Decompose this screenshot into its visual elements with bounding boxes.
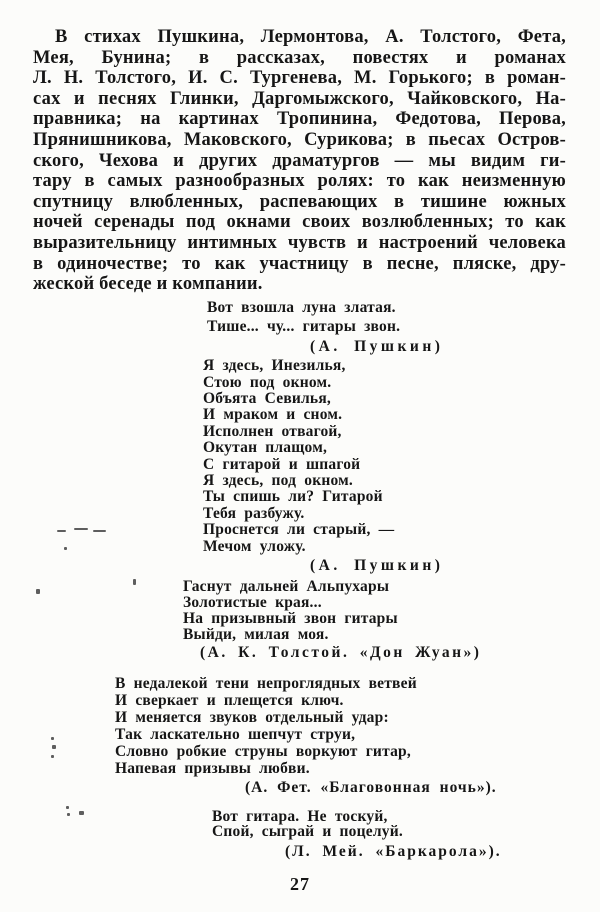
poem-line: Я здесь, под окном.: [203, 472, 354, 490]
poem-pushkin-2: [203, 358, 600, 574]
page-number: 27: [290, 873, 310, 894]
poem-line: Так ласкательно шепчут струи,: [115, 725, 356, 743]
scan-artifact: [93, 530, 106, 532]
paragraph-line: ночей серенады под окнами своих возлюбленных; то как: [33, 212, 566, 233]
poem-attribution: (А. Пушкин): [310, 557, 444, 575]
paragraph-line: Мея, Бунина; в рассказах, повестях и романах: [33, 47, 566, 68]
poem-attribution: (А. Фет. «Благовонная ночь»).: [245, 778, 497, 796]
poem-line: Тебя разбужу.: [203, 504, 305, 522]
poem-line: Золотистые края...: [183, 593, 322, 611]
poem-line: С гитарой и шпагой: [203, 455, 361, 473]
poem-pushkin-1: [207, 298, 600, 357]
paragraph-line: Прянишникова, Маковского, Сурикова; в пьесах Остров-: [33, 129, 566, 150]
scan-artifact: [67, 813, 70, 816]
scan-artifact: [57, 530, 66, 532]
scan-artifact: [66, 806, 69, 809]
paragraph-line: в одиночестве; то как участницу в песне, пляске, дру-: [33, 253, 566, 274]
poem-line: На призывный звон гитары: [183, 609, 398, 627]
scan-artifact: [51, 755, 54, 758]
poem-line: Вот гитара. Не тоскуй,: [212, 807, 388, 825]
scan-artifact: [74, 528, 88, 530]
poem-line: И мраком и сном.: [203, 406, 343, 424]
poem-line: Словно робкие струны воркуют гитар,: [115, 742, 411, 760]
poem-line: Проснется ли старый, —: [203, 521, 395, 539]
scan-artifact: [51, 737, 54, 740]
poem-line: И сверкает и плещется ключ.: [115, 691, 344, 709]
paragraph-line: тару в самых разнообразных ролях: то как неизменную: [33, 171, 566, 192]
paragraph-line: выразительницу интимных чувств и настроений человека: [33, 232, 566, 253]
poem-line: Спой, сыграй и поцелуй.: [212, 823, 403, 841]
paragraph-line: В стихах Пушкина, Лермонтова, А. Толстого, Фета,: [55, 27, 566, 47]
paragraph-line: спутницу влюбленных, распевающих в тишине южных: [33, 191, 566, 212]
poem-line: Я здесь, Инезилья,: [203, 357, 346, 375]
paragraph-line: Л. Н. Толстого, И. С. Тургенева, М. Горького; в роман-: [33, 68, 566, 89]
poem-line: Исполнен отвагой,: [203, 422, 342, 440]
poem-mey: [212, 809, 600, 860]
poem-line: И меняется звуков отдельный удар:: [115, 708, 389, 726]
paragraph-line: сах и песнях Глинки, Даргомыжского, Чайковского, На-: [33, 88, 566, 109]
poem-line: Тише... чу... гитары звон.: [207, 318, 401, 336]
scan-artifact: [79, 811, 84, 815]
poem-line: Стою под окном.: [203, 373, 332, 391]
scan-artifact: [52, 745, 56, 749]
scan-artifact: [36, 589, 40, 594]
poem-line: Ты спишь ли? Гитарой: [203, 488, 383, 506]
poem-line: Мечом уложу.: [203, 537, 306, 555]
poem-line: Объята Севилья,: [203, 390, 331, 408]
paragraph-line: правника; на картинах Тропинина, Федотова, Перова,: [33, 109, 566, 130]
poem-attribution: (А. К. Толстой. «Дон Жуан»): [200, 644, 482, 662]
poem-line: Окутан плащом,: [203, 439, 328, 457]
poem-line: Выйди, милая моя.: [183, 626, 329, 644]
paragraph-line: ского, Чехова и других драматургов — мы видим ги-: [33, 150, 566, 171]
poem-fet: [115, 675, 600, 796]
poem-attribution: (А. Пушкин): [310, 337, 444, 355]
poem-line: Вот взошла луна златая.: [207, 298, 396, 316]
poem-attribution: (Л. Мей. «Баркарола»).: [285, 842, 502, 860]
poem-line: Гаснут дальней Альпухары: [183, 577, 390, 595]
poem-line: Напевая призывы любви.: [115, 759, 310, 777]
paragraph-line: жеской беседе и компании.: [33, 274, 263, 295]
poem-tolstoy: [183, 579, 600, 662]
intro-paragraph: [33, 27, 566, 295]
scan-artifact: [64, 547, 67, 550]
poem-line: В недалекой тени непроглядных ветвей: [115, 674, 417, 692]
scan-artifact: [133, 579, 136, 585]
